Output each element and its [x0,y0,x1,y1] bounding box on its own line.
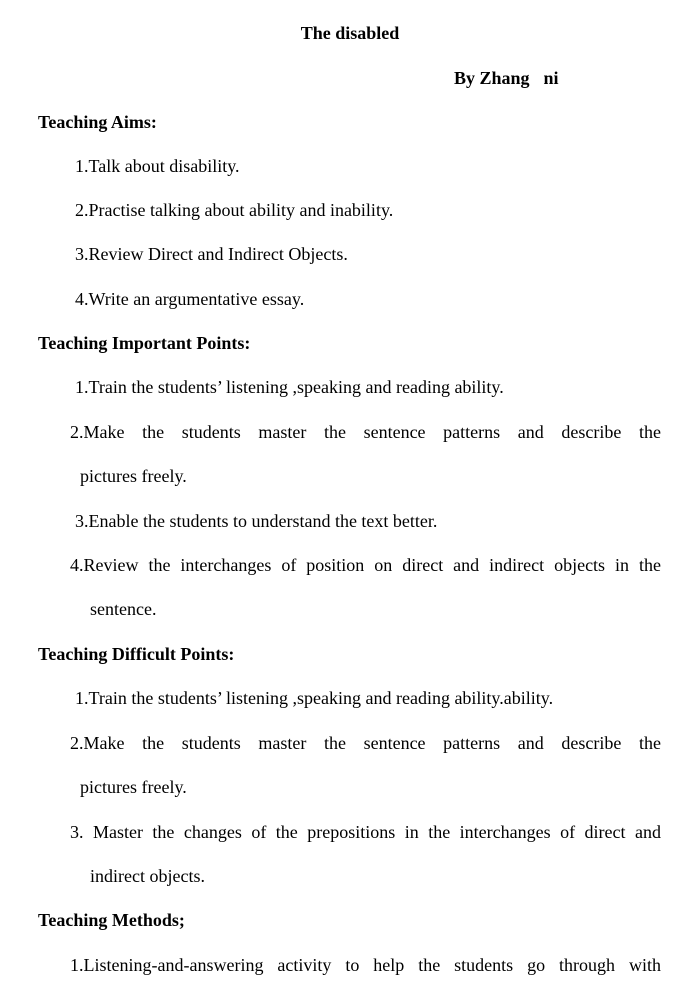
section-heading-difficult-points: Teaching Difficult Points: [38,644,235,664]
section-heading-important-points: Teaching Important Points: [38,333,251,353]
list-item-continuation: indirect objects. [90,866,205,886]
list-item: 2.Make the students master the sentence patterns and describe the [70,422,661,442]
section-heading-methods: Teaching Methods; [38,910,185,930]
list-item: 1.Talk about disability. [75,156,240,176]
author-name: ni [543,68,559,88]
list-item: 4.Write an argumentative essay. [75,289,305,309]
list-item: 2.Make the students master the sentence patterns and describe the [70,733,661,753]
author-by: By Zhang [454,68,530,88]
list-item: 1.Train the students’ listening ,speaking and reading ability. [75,377,504,397]
list-item: 2.Practise talking about ability and inability. [75,200,394,220]
list-item-continuation: sentence. [90,599,157,619]
list-item-continuation: pictures freely. [80,777,187,797]
doc-title: The disabled [300,23,400,43]
section-heading-aims: Teaching Aims: [38,112,157,132]
list-item: 4.Review the interchanges of position on direct and indirect objects in the [70,555,661,575]
list-item: 3. Master the changes of the prepositions in the interchanges of direct and [70,822,661,842]
list-item: 3.Review Direct and Indirect Objects. [75,244,348,264]
list-item-continuation: pictures freely. [80,466,187,486]
list-item: 1.Listening-and-answering activity to help the students go through with [70,955,661,975]
list-item: 3.Enable the students to understand the text better. [75,511,438,531]
list-item: 1.Train the students’ listening ,speaking and reading ability.ability. [75,688,554,708]
doc-author [454,67,559,89]
